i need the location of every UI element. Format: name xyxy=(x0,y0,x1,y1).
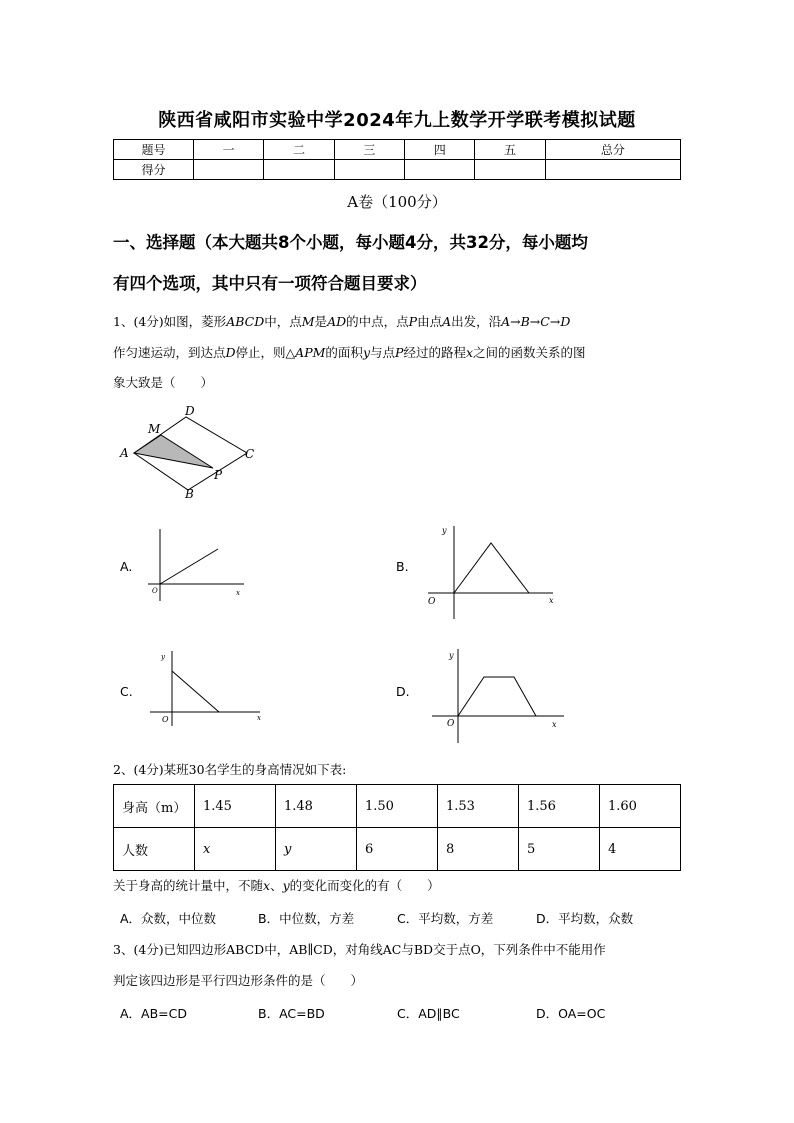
height-cell: 1.60 xyxy=(600,785,681,828)
count-cell: y xyxy=(276,828,357,871)
height-cell: 1.48 xyxy=(276,785,357,828)
q3-option-d[interactable]: D．OA=OC xyxy=(536,1006,606,1021)
count-label-cell: 人数 xyxy=(114,828,195,871)
height-label-cell: 身高（m） xyxy=(114,785,195,828)
svg-text:y: y xyxy=(161,653,165,661)
count-cell: 8 xyxy=(438,828,519,871)
score-cell[interactable] xyxy=(264,160,334,180)
page-title: 陕西省咸阳市实验中学2024年九上数学开学联考模拟试题 xyxy=(158,110,636,131)
svg-text:y: y xyxy=(449,651,454,660)
section1-line2: 有四个选项，其中只有一项符合题目要求） xyxy=(113,274,427,293)
q3-line1: 3、(4分)已知四边形ABCD中，AB∥CD，对角线AC与BD交于点O，下列条件中不能用作 xyxy=(113,942,606,957)
q2-option-a[interactable]: A．众数，中位数 xyxy=(120,911,217,926)
q2-intro: 2、(4分)某班30名学生的身高情况如下表: xyxy=(113,762,347,777)
score-header-cell: 三 xyxy=(334,140,404,160)
height-cell: 1.50 xyxy=(357,785,438,828)
q1-option-c-graph[interactable] xyxy=(146,648,266,728)
count-cell: 4 xyxy=(600,828,681,871)
score-table-row xyxy=(114,160,681,180)
svg-text:O: O xyxy=(152,587,158,595)
q1-option-d-label[interactable]: D. xyxy=(396,684,410,699)
height-cell: 1.45 xyxy=(195,785,276,828)
q1-option-b-graph[interactable] xyxy=(423,522,563,622)
q1-option-d-graph[interactable] xyxy=(428,645,568,745)
section1-line1: 一、选择题（本大题共8个小题，每小题4分，共32分，每小题均 xyxy=(113,233,588,252)
label-b: B xyxy=(185,487,194,501)
score-header-cell: 五 xyxy=(475,140,545,160)
graph-a-line xyxy=(160,549,218,584)
q1-option-a-graph[interactable] xyxy=(140,525,250,605)
svg-text:x: x xyxy=(236,589,240,597)
count-cell: 5 xyxy=(519,828,600,871)
svg-text:O: O xyxy=(162,715,169,724)
score-row-label: 得分 xyxy=(114,160,194,180)
graph-d-line xyxy=(458,677,536,716)
q3-option-a[interactable]: A．AB=CD xyxy=(120,1006,188,1021)
height-row xyxy=(114,785,681,828)
score-header-cell: 一 xyxy=(194,140,264,160)
triangle-apm xyxy=(134,435,213,468)
section-heading-a: A卷（100分） xyxy=(347,193,447,211)
q1-line3: 象大致是（ ） xyxy=(113,375,214,390)
q1-option-b-label[interactable]: B. xyxy=(396,559,409,574)
score-table-header-row xyxy=(114,140,681,160)
score-cell[interactable] xyxy=(194,160,264,180)
q1-line2: 作匀速运动，到达点D停止，则△APM的面积y与点P经过的路程x之间的函数关系的图 xyxy=(113,345,586,360)
score-header-cell: 题号 xyxy=(114,140,194,160)
graph-b-line xyxy=(454,543,529,593)
score-cell[interactable] xyxy=(545,160,680,180)
q3-option-b[interactable]: B．AC=BD xyxy=(258,1006,325,1021)
height-table xyxy=(113,784,681,871)
graph-c-line xyxy=(172,671,219,712)
score-cell[interactable] xyxy=(475,160,545,180)
svg-text:O: O xyxy=(447,719,455,729)
count-row xyxy=(114,828,681,871)
rhombus-figure xyxy=(113,402,263,502)
svg-text:O: O xyxy=(428,597,436,607)
score-cell[interactable] xyxy=(405,160,475,180)
q3-line2: 判定该四边形是平行四边形条件的是（ ） xyxy=(113,973,364,988)
label-a: A xyxy=(120,446,129,460)
score-header-cell: 四 xyxy=(405,140,475,160)
svg-text:x: x xyxy=(552,720,557,729)
label-p: P xyxy=(214,468,223,482)
score-header-cell: 二 xyxy=(264,140,334,160)
height-cell: 1.53 xyxy=(438,785,519,828)
count-cell: 6 xyxy=(357,828,438,871)
svg-text:y: y xyxy=(442,526,447,535)
count-cell: x xyxy=(195,828,276,871)
height-cell: 1.56 xyxy=(519,785,600,828)
q2-option-b[interactable]: B．中位数，方差 xyxy=(258,911,355,926)
q2-option-c[interactable]: C．平均数，方差 xyxy=(397,911,494,926)
q2-question: 关于身高的统计量中，不随x、y的变化而变化的有（ ） xyxy=(113,878,440,893)
q1-line1: 1、(4分)如图，菱形ABCD中，点M是AD的中点，点P由点A出发，沿A→B→C→D xyxy=(113,314,571,329)
score-header-cell: 总分 xyxy=(545,140,680,160)
q1-option-c-label[interactable]: C. xyxy=(120,684,133,699)
label-d: D xyxy=(185,404,195,418)
svg-text:x: x xyxy=(549,596,554,605)
label-c: C xyxy=(245,447,255,461)
q2-option-d[interactable]: D．平均数，众数 xyxy=(536,911,634,926)
score-table xyxy=(113,139,681,180)
label-m: M xyxy=(148,422,161,436)
svg-text:x: x xyxy=(257,714,261,722)
q1-option-a-label[interactable]: A. xyxy=(120,559,133,574)
score-cell[interactable] xyxy=(334,160,404,180)
q3-option-c[interactable]: C．AD∥BC xyxy=(397,1006,460,1021)
